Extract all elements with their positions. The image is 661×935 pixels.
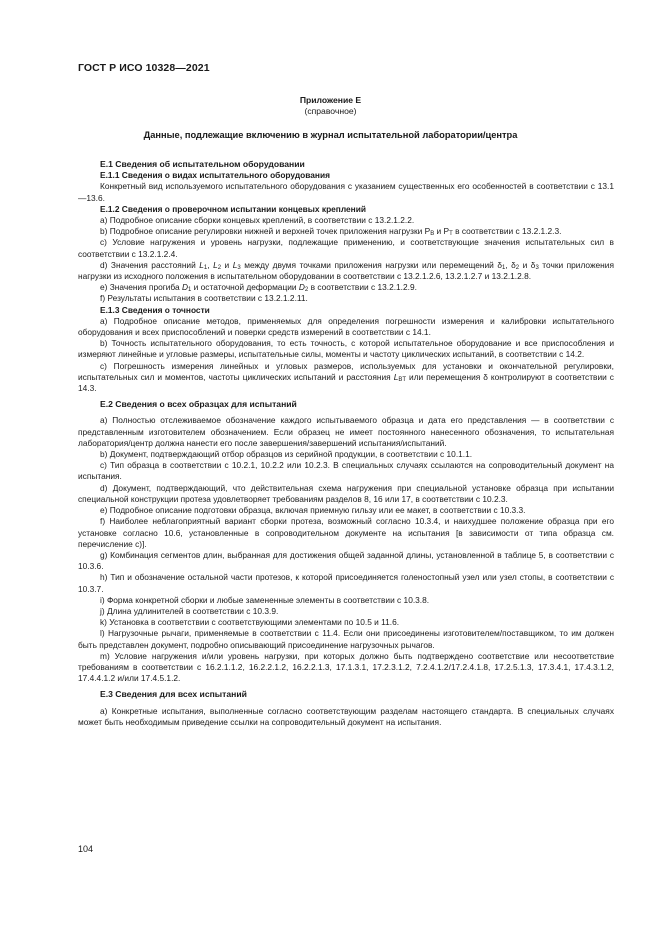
item-e2-e: е) Подробное описание подготовки образца, включая приемную гильзу или ее макет, в соответствии с 10.3.3. [100,505,526,516]
item-e3-a: а) Конкретные испытания, выполненные согласно соответствующим разделам настоящего стандарта. В специальных случаях может быть необходимым приведение ссылки на сопроводительный документ на испытания. [78,705,614,727]
item-e2-g: g) Комбинация сегментов длин, выбранная для достижения общей заданной длины, установленной в таблице 5, в соответствии с 10.3.6. [78,549,614,572]
item-e2-b: b) Документ, подтверждающий отбор образцов из серийной продукции, в соответствии с 10.1.1. [100,449,473,460]
item-e2-a: а) Полностью отслеживаемое обозначение каждого испытываемого образца и дата его представления — в соответствии с представленным изготовителем обозначением. Если образец не имеет постоянного нанесенного обозначения, то испытательная лаборатория/центр должна нанести его после завершения/завершений испытания/испытаний. [78,415,614,448]
appendix-title-block [0,95,661,117]
item-e2-k: k) Установка в соответствии с соответствующими элементами по 10.5 и 11.6. [100,617,400,628]
document-body [78,159,614,728]
item-e2-h: h) Тип и обозначение остальной части протезов, к которой присоединяется голеностопный узел или узел стопы, в соответствии с 10.3.7. [78,572,614,594]
section-e2-heading: Е.2 Сведения о всех образцах для испытаний [100,399,297,410]
main-title: Данные, подлежащие включению в журнал испытательной лаборатории/центра [143,130,518,140]
item-e1-2-e: е) Значения прогиба $D_1$ и остаточной деформации $D_2$ в соответствии с 13.2.1.2.9. [100,282,417,294]
item-e1-2-d: d) Значения расстояний $L_1$, $L_2$ и $L_3$ между двумя точками приложения нагрузки или перемещений $\delta_1$, $\delta_2$ и $\delta_3$ точки приложения нагрузки из исходного положения в испытательном оборудовании в соответствии с 13.2.1.2.6, 13.2.1.2.7 и 13.2.1.2.8. [78,259,614,282]
item-e1-2-a: а) Подробное описание сборки концевых креплений, в соответствии с 13.2.1.2.2. [100,215,415,226]
item-e1-3-b: b) Точность испытательного оборудования, то есть точность, с которой испытательное оборудование и все приспособления и измеряют линейные и угловые размеры, испытательные силы, моменты и частоту циклических испытаний, в соответствии с 14.2. [78,338,614,360]
section-e1-2-heading: Е.1.2 Сведения о проверочном испытании концевых креплений [100,203,366,214]
appendix-title: Приложение Е [299,95,362,105]
standard-header: ГОСТ Р ИСО 10328—2021 [78,62,210,74]
section-e1-heading: Е.1 Сведения об испытательном оборудовании [100,159,305,169]
item-e1-2-b: b) Подробное описание регулировки нижней и верхней точек приложения нагрузки $P_B$ и $P_T$ в соответствии с 13.2.1.2.3. [100,226,562,238]
item-e2-f: f) Наиболее неблагоприятный вариант сборки протеза, возможный согласно 10.3.4, и наихудшее положение образца при его установке согласно 10.6, установленные в сопроводительном документе на испытания [в зависимости от типа образца см. перечисление с)]. [78,516,614,549]
item-e2-d: d) Документ, подтверждающий, что действительная схема нагружения при специальной установке образца при испытании специальной конструкции протеза удовлетворяет требованиям разделов 8, 16 или 17, в соответствии с 10.2.3. [78,482,614,504]
item-e2-i: i) Форма конкретной сборки и любые замененные элементы в соответствии с 10.3.8. [100,594,430,605]
page-number: 104 [78,844,94,854]
appendix-subtitle: (справочное) [304,106,357,116]
section-e1-1-text: Конкретный вид используемого испытательного оборудования с указанием существенных его особенностей в соответствии с 13.1—13.6. [78,181,614,203]
section-e1-3-heading: Е.1.3 Сведения о точности [100,304,210,315]
item-e2-l: l) Нагрузочные рычаги, применяемые в соответствии с 11.4. Если они присоединены изготовителем/поставщиком, то им должен быть представлен документ, подробно описывающий присоединение нагрузочных рычагов. [78,628,614,650]
section-e1-1-heading: Е.1.1 Сведения о видах испытательного оборудования [100,170,330,181]
item-e1-2-c: с) Условие нагружения и уровень нагрузки, подлежащие применению, и соответствующие значения испытательных сил в соответствии с 13.2.1.2.4. [78,237,614,259]
item-e2-m: m) Условие нагружения и/или уровень нагрузки, при которых должно быть подтверждено соответствие или несоответствие требованиям в соответствии с 16.2.1.1.2, 16.2.2.1.2, 16.2.2.1.3, 17.1.3.1, 17.2.3.1.2, 7.2.4.1.2/17.2.4.1.8, 17.2.5.1.3, 17.3.4.1, 17.4.3.1.2, 17.4.4.1.2 и/или 17.4.5.1.2. [78,650,614,684]
item-e2-j: j) Длина удлинителей в соответствии с 10.3.9. [100,605,279,616]
item-e2-c: с) Тип образца в соответствии с 10.2.1, 10.2.2 или 10.2.3. В специальных случаях ссылаются на сопроводительный документ на испытания. [78,460,614,482]
item-e1-3-a: а) Подробное описание методов, применяемых для определения погрешности измерения и калибровки испытательного оборудования и всех приспособлений и поверки средств измерений в соответствии с 14.1. [78,315,614,338]
section-e3-heading: Е.3 Сведения для всех испытаний [100,689,247,700]
item-e1-2-f: f) Результаты испытания в соответствии с 13.2.1.2.11. [100,293,308,304]
item-e1-3-c: с) Погрешность измерения линейных и угловых размеров, используемых для установки и окончательной регулировки, испытательных сил и моментов, частоты циклических испытаний и расстояния $L_{BT}$ или перемещения δ контролируют в соответствии с 14.3. [78,360,614,394]
